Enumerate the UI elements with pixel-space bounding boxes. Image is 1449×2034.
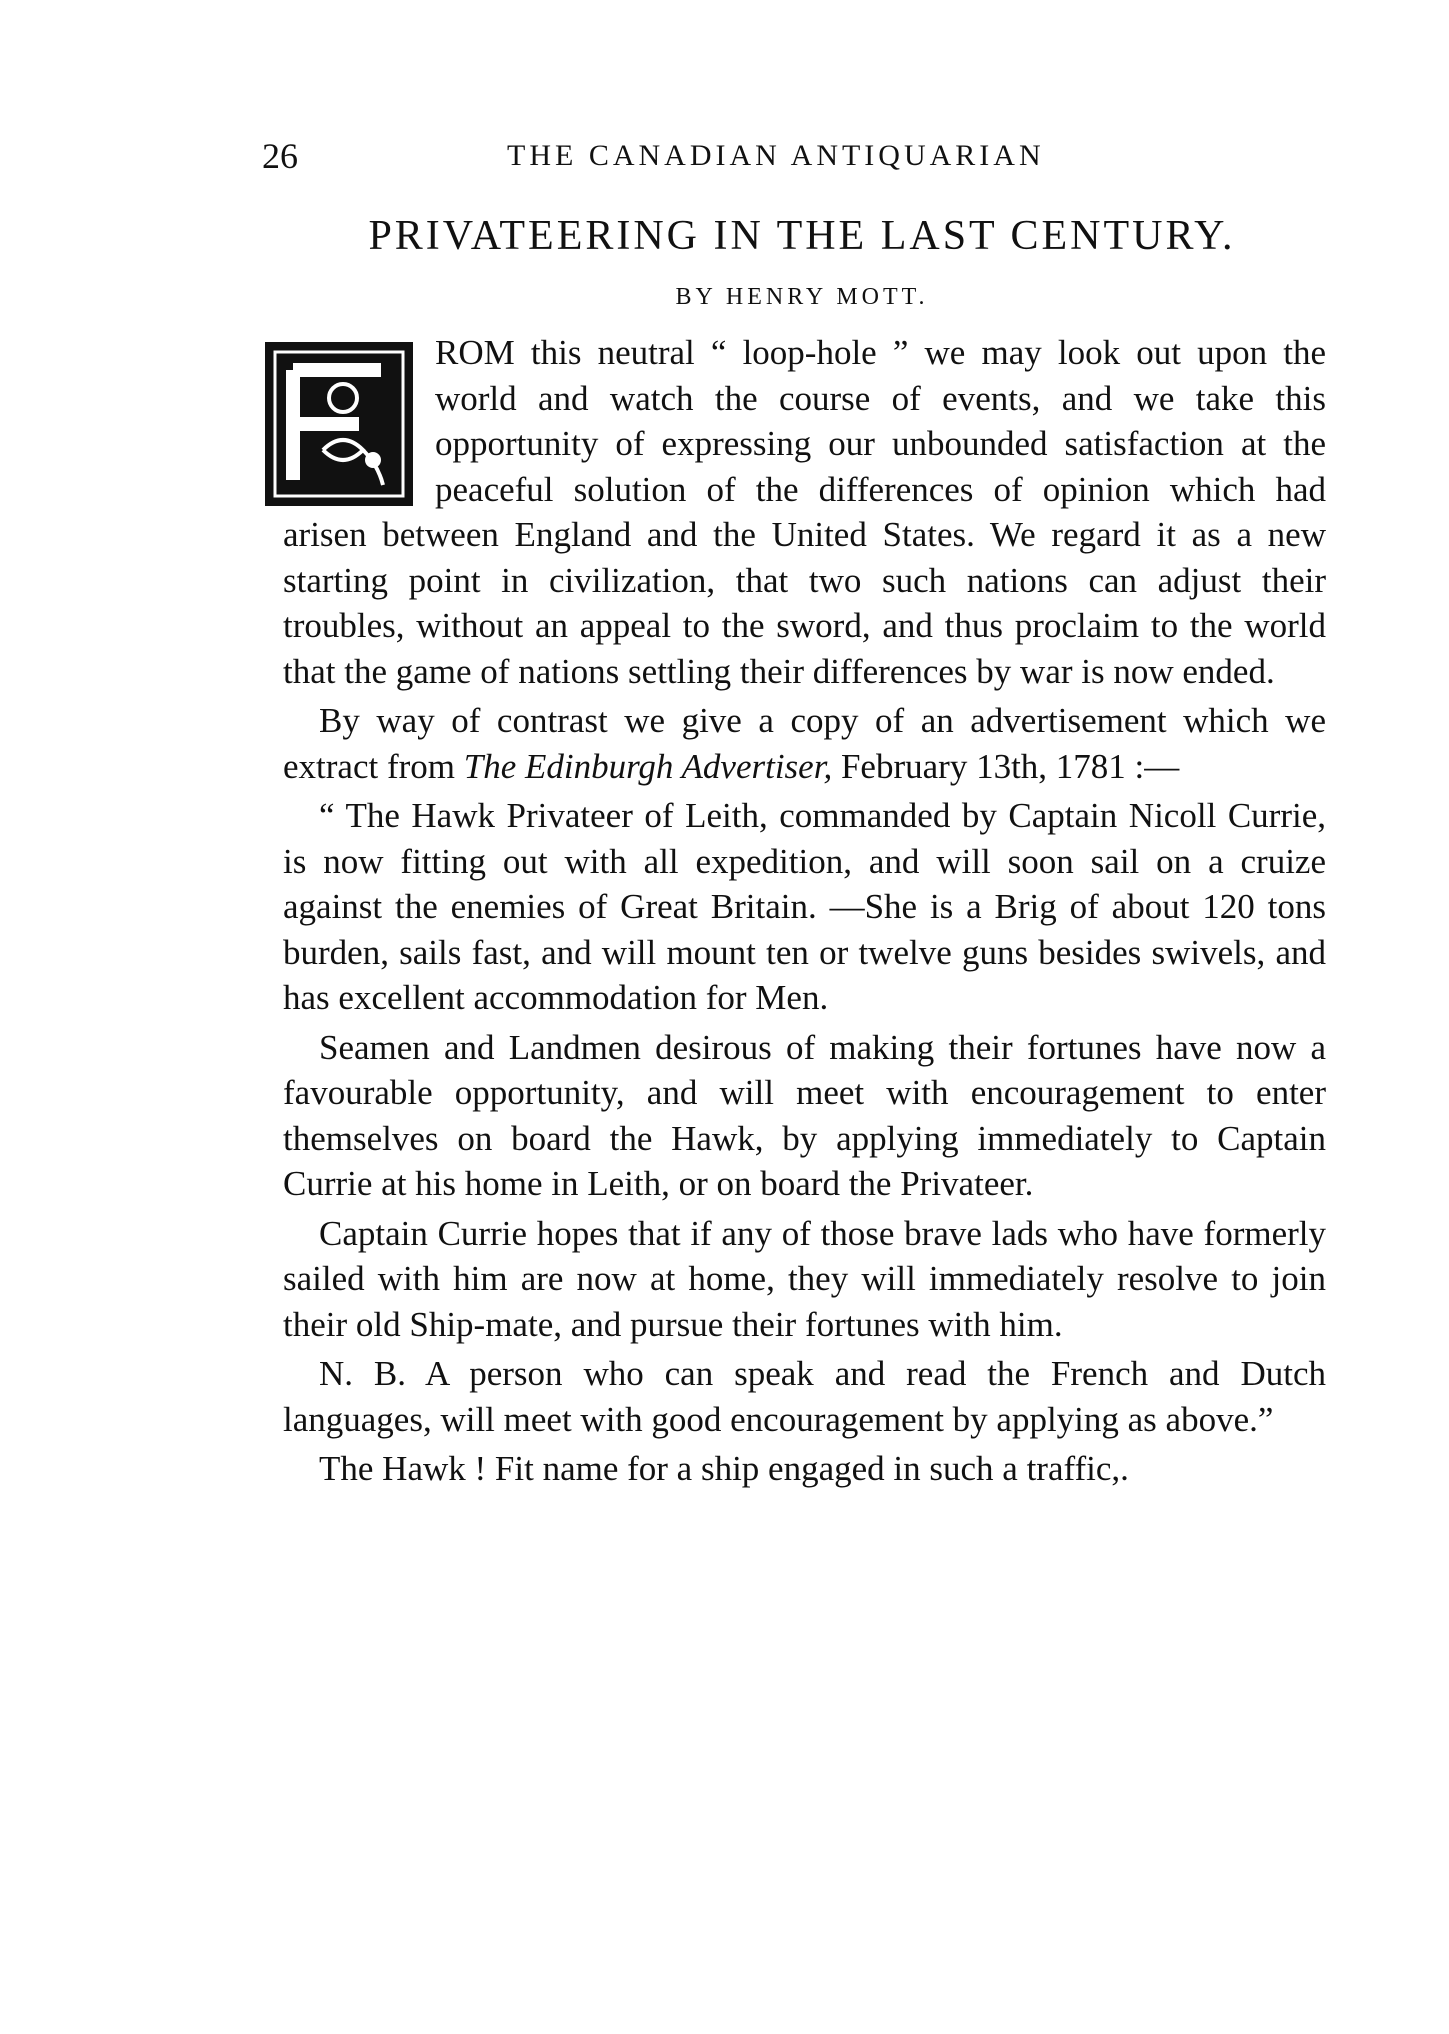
article-byline: BY HENRY MOTT. (675, 284, 929, 310)
paragraph-contrast-date: February 13th, 1781 :— (840, 746, 1180, 786)
article-body (283, 330, 1326, 1496)
paragraph-opening-text: ROM this neutral “ loop-hole ” we may look out upon the world and watch the course of events, and we take this opportunity of expressing our unbounded satisfaction at the peaceful solution of the differences of opinion which had arisen between England and the United States. We regard it as a new starting point in civilization, that two such nations can adjust their troubles, without an appeal to the sword, and thus proclaim to the world that the game of nations settling their differences by war is now ended. (283, 333, 1326, 691)
paragraph-contrast-text: By way of contrast we give a copy of an advertisement which we extract from (283, 701, 1326, 786)
quote-paragraph-seamen: Seamen and Landmen desirous of making their fortunes have now a favourable opportunity, and will meet with encouragement to enter themselves on board the Hawk, by applying immediately to Captain Currie at his home in Leith, or on board the Privateer. (283, 1027, 1326, 1203)
quote-paragraph-hawk: “ The Hawk Privateer of Leith, commanded by Captain Nicoll Currie, is now fitting out with all expedition, and will soon sail on a cruize against the enemies of Great Britain. —She is a Brig of about 120 tons burden, sails fast, and will mount ten or twelve guns besides swivels, and has excellent accommodation for Men. (283, 796, 1326, 1017)
newspaper-title: The Edinburgh Advertiser, (463, 746, 833, 786)
quote-paragraph-captain: Captain Currie hopes that if any of those brave lads who have formerly sailed with him are now at home, they will immediately resolve to join their old Ship-mate, and pursue their fortunes with him. (283, 1213, 1326, 1344)
paragraph-opening (283, 330, 1326, 694)
decorated-initial-icon (263, 340, 415, 508)
running-head (262, 135, 1362, 181)
quote-paragraph-nb: N. B. A person who can speak and read the French and Dutch languages, will meet with good encouragement by applying as above.” (283, 1354, 1326, 1439)
article-title: PRIVATEERING IN THE LAST CENTURY. (368, 213, 1236, 259)
journal-title: THE CANADIAN ANTIQUARIAN (507, 139, 1045, 172)
page-number: 26 (262, 136, 298, 176)
paragraph-contrast (283, 698, 1326, 789)
paragraph-closing: The Hawk ! Fit name for a ship engaged in such a traffic,. (319, 1449, 1129, 1488)
